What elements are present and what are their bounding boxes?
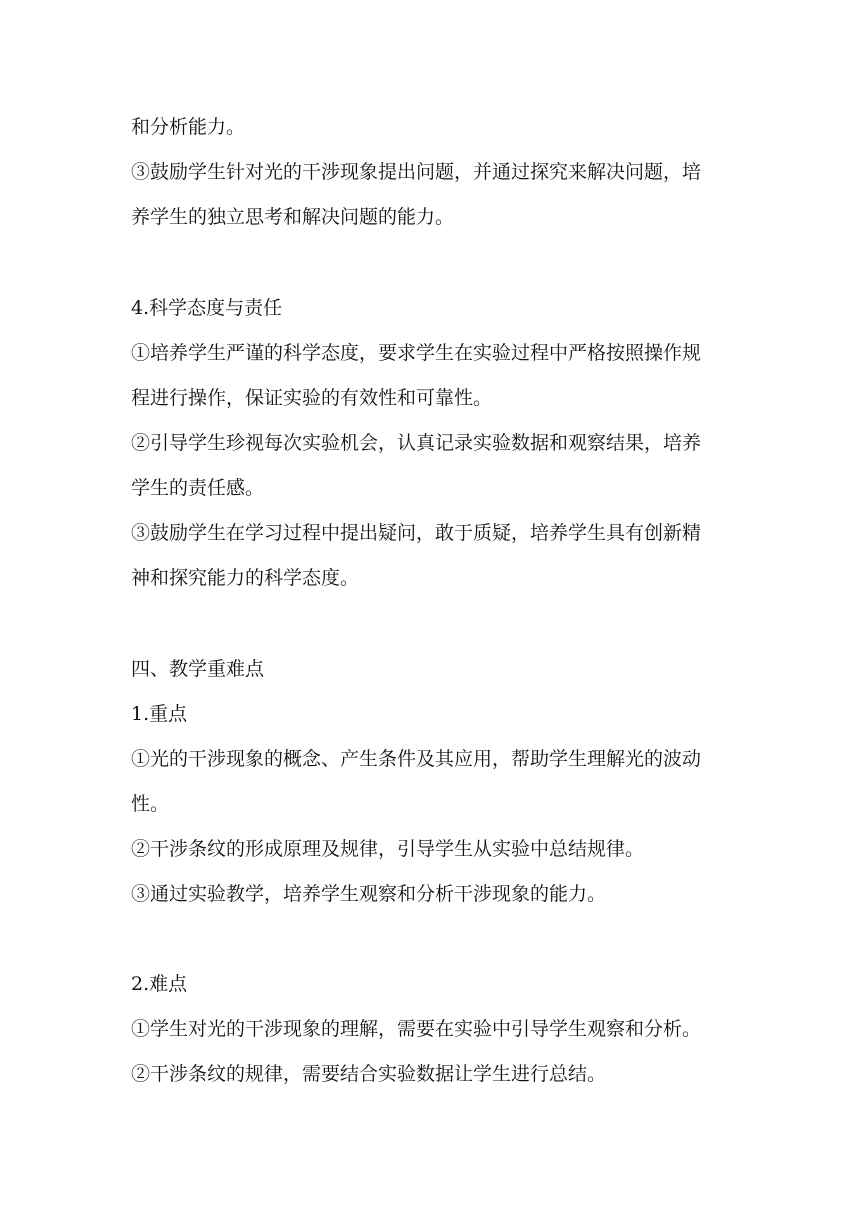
section-heading: 2.难点 [131,973,188,995]
text-line-continuation: 养学生的独立思考和解决问题的能力。 [131,206,455,228]
text-line-item: ③鼓励学生针对光的干涉现象提出问题，并通过探究来解决问题，培 [131,161,702,183]
text-line-item: ②干涉条纹的规律，需要结合实验数据让学生进行总结。 [131,1063,607,1085]
text-line-item: ②引导学生珍视每次实验机会，认真记录实验数据和观察结果，培养 [131,432,702,454]
section-heading: 1.重点 [131,703,188,725]
text-line-item: ①培养学生严谨的科学态度，要求学生在实验过程中严格按照操作规 [131,342,702,364]
text-line-continuation: 神和探究能力的科学态度。 [131,567,360,589]
text-line-continuation: 和分析能力。 [131,116,246,138]
chapter-heading: 四、教学重难点 [131,658,265,680]
text-line-continuation: 学生的责任感。 [131,477,265,499]
text-line-item: ③鼓励学生在学习过程中提出疑问，敢于质疑，培养学生具有创新精 [131,522,702,544]
text-line-continuation: 性。 [131,793,170,815]
text-line-continuation: 程进行操作，保证实验的有效性和可靠性。 [131,387,493,409]
text-line-item: ②干涉条纹的形成原理及规律，引导学生从实验中总结规律。 [131,838,645,860]
text-line-item: ①光的干涉现象的概念、产生条件及其应用，帮助学生理解光的波动 [131,748,702,770]
section-heading: 4.科学态度与责任 [131,297,283,319]
text-line-item: ③通过实验教学，培养学生观察和分析干涉现象的能力。 [131,883,607,905]
text-line-item: ①学生对光的干涉现象的理解，需要在实验中引导学生观察和分析。 [131,1018,702,1040]
